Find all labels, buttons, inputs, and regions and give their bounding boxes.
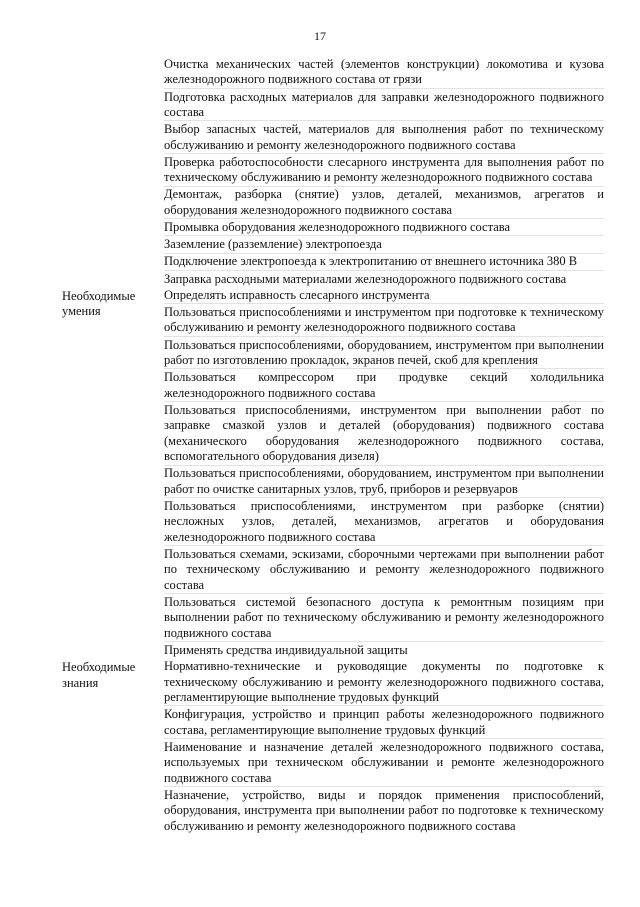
section-skills: [0, 288, 640, 659]
list-item: Нормативно-технические и руководящие документы по подготовке к техническому обслуживанию и ремонту железнодорожного подвижного состава, регламентирующие выполнение трудовых функций: [164, 659, 604, 706]
section-label-first: [0, 57, 164, 288]
table-content: [0, 57, 640, 835]
list-item: Пользоваться системой безопасного доступа к ремонтным позициям при выполнении работ по техническому обслуживанию и ремонту железнодорожного подвижного состава: [164, 595, 604, 642]
list-item: Очистка механических частей (элементов конструкции) локомотива и кузова железнодорожного подвижного состава от грязи: [164, 57, 604, 89]
list-item: Пользоваться приспособлениями, оборудованием, инструментом при выполнении работ по изготовлению прокладок, экранов печей, скоб для крепления: [164, 338, 604, 370]
section-label-skills: Необходимые умения: [62, 288, 136, 319]
list-item: Проверка работоспособности слесарного инструмента для выполнения работ по техническому обслуживанию и ремонту железнодорожного подвижного состава: [164, 155, 604, 187]
list-item: Подключение электропоезда к электропитанию от внешнего источника 380 В: [164, 254, 604, 270]
section-label-knowledge: Необходимые знания: [62, 660, 136, 690]
section-items-skills: [164, 288, 604, 659]
list-item: Пользоваться приспособлениями, инструментом при выполнении работ по заправке смазкой узлов и деталей (оборудования) подвижного состава (механического оборудования железнодорожного подвижного состава, вспомогательного оборудования дизеля): [164, 403, 604, 466]
section-first: [0, 57, 640, 288]
section-knowledge: [0, 659, 640, 835]
list-item: Выбор запасных частей, материалов для выполнения работ по техническому обслуживанию и ремонту железнодорожного подвижного состава: [164, 122, 604, 154]
page-number: 17: [314, 29, 326, 43]
list-item: Промывка оборудования железнодорожного подвижного состава: [164, 220, 604, 236]
list-item: Конфигурация, устройство и принцип работы железнодорожного подвижного состава, регламентирующие выполнение трудовых функций: [164, 707, 604, 739]
list-item: Применять средства индивидуальной защиты: [164, 642, 408, 657]
section-items-knowledge: [164, 659, 604, 835]
list-item: Подготовка расходных материалов для заправки железнодорожного подвижного состава: [164, 90, 604, 122]
list-item: Пользоваться приспособлениями, оборудованием, инструментом при выполнении работ по очистке санитарных узлов, труб, приборов и резервуаров: [164, 466, 604, 498]
list-item: Пользоваться приспособлениями, инструментом при разборке (снятии) несложных узлов, деталей, механизмов, агрегатов и оборудования железнодорожного подвижного состава: [164, 499, 604, 546]
list-item: Пользоваться компрессором при продувке секций холодильника железнодорожного подвижного состава: [164, 370, 604, 402]
list-item: Заземление (разземление) электропоезда: [164, 237, 604, 253]
list-item: Назначение, устройство, виды и порядок применения приспособлений, оборудования, инструмента при выполнении работ по подготовке к техническому обслуживанию и ремонту железнодорожного подвижного состава: [164, 787, 604, 833]
section-items-first: [164, 57, 604, 288]
list-item: Заправка расходными материалами железнодорожного подвижного состава: [164, 271, 567, 286]
list-item: Наименование и назначение деталей железнодорожного подвижного состава, используемых при техническом обслуживании и ремонте железнодорожного подвижного состава: [164, 740, 604, 787]
list-item: Демонтаж, разборка (снятие) узлов, деталей, механизмов, агрегатов и оборудования железнодорожного подвижного состава: [164, 187, 604, 219]
list-item: Определять исправность слесарного инструмента: [164, 288, 604, 304]
list-item: Пользоваться схемами, эскизами, сборочными чертежами при выполнении работ по техническому обслуживанию и ремонту железнодорожного подвижного состава: [164, 547, 604, 594]
list-item: Пользоваться приспособлениями и инструментом при подготовке к техническому обслуживанию и ремонту железнодорожного подвижного состава: [164, 305, 604, 337]
